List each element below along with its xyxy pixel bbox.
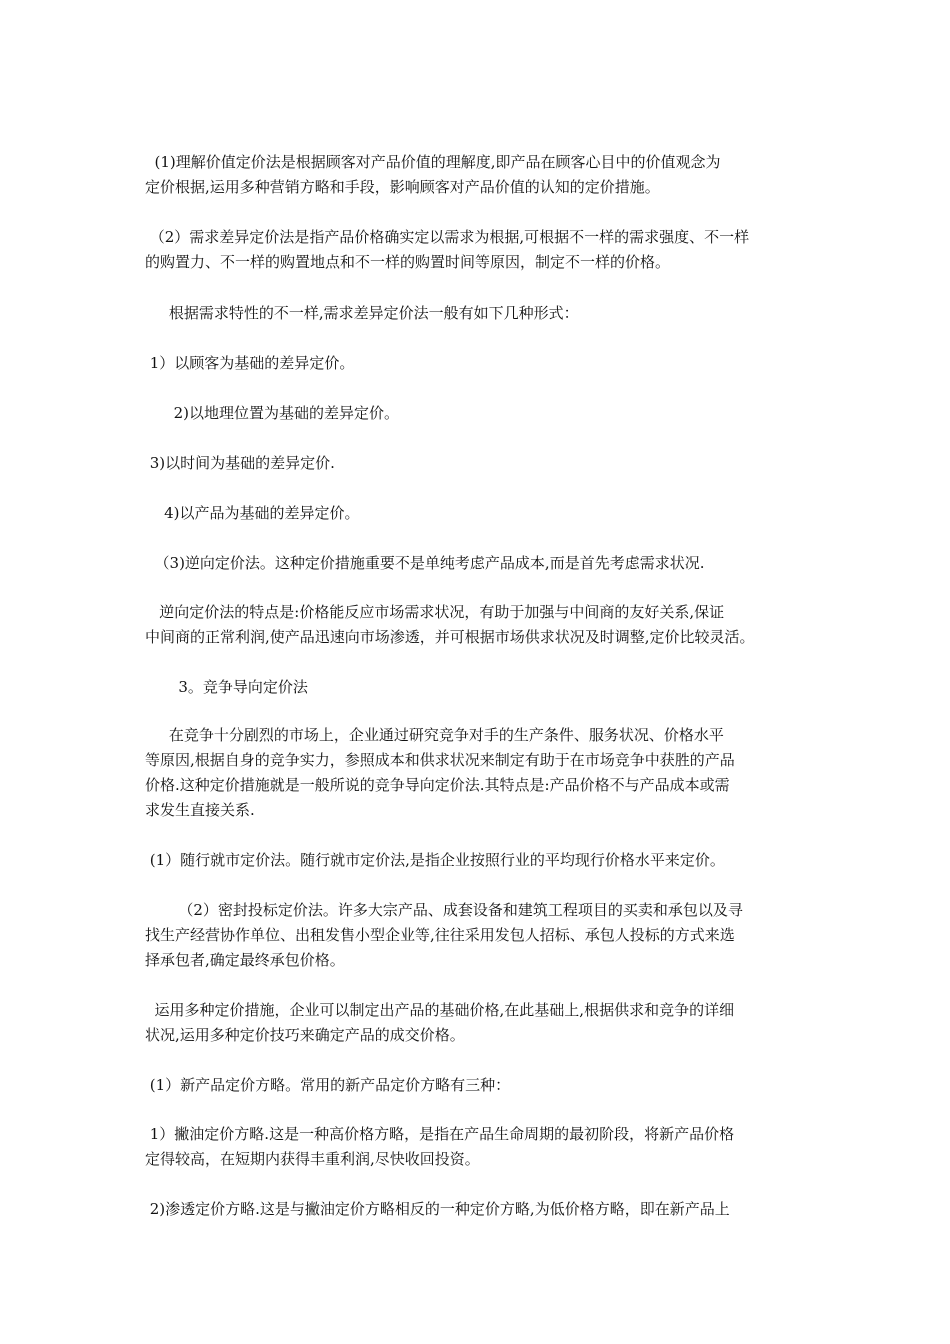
list-item-customer-based [145,351,815,376]
text-line: 2)渗透定价方略.这是与撇油定价方略相反的一种定价方略,为低价格方略，即在新产品上 [145,1200,730,1218]
paragraph-demand-differential-pricing [145,225,815,275]
text-line: （2）密封投标定价法。许多大宗产品、成套设备和建筑工程项目的买卖和承包以及寻 [145,901,743,919]
text-line: 运用多种定价措施，企业可以制定出产品的基础价格,在此基础上,根据供求和竞争的详细 [145,1001,735,1019]
paragraph-demand-forms-intro [145,301,815,326]
list-item-product-based [145,501,815,526]
text-line: 逆向定价法的特点是:价格能反应市场需求状况，有助于加强与中间商的友好关系,保证 [145,603,725,621]
text-line: 择承包者,确定最终承包价格。 [145,951,345,969]
text-line: （3)逆向定价法。这种定价措施重要不是单纯考虑产品成本,而是首先考虑需求状况. [145,554,705,572]
paragraph-skimming-strategy [145,1122,815,1172]
paragraph-competition-pricing [145,723,815,823]
section-heading-competition-pricing [145,675,815,700]
paragraph-sealed-bid-pricing [145,898,815,973]
paragraph-pricing-techniques [145,998,815,1048]
text-line: 找生产经营协作单位、出租发售小型企业等,往往采用发包人招标、承包人投标的方式来选 [145,926,735,944]
paragraph-going-rate-pricing [145,848,815,873]
paragraph-understanding-value-pricing [145,150,815,200]
text-line: 1）以顾客为基础的差异定价。 [145,354,355,372]
text-line: 在竞争十分剧烈的市场上，企业通过研究竞争对手的生产条件、服务状况、价格水平 [145,726,724,744]
list-item-location-based [145,401,815,426]
paragraph-penetration-strategy [145,1197,815,1222]
text-line: 根据需求特性的不一样,需求差异定价法一般有如下几种形式： [145,304,579,322]
text-line: 状况,运用多种定价技巧来确定产品的成交价格。 [145,1026,465,1044]
paragraph-reverse-pricing [145,551,815,576]
text-line: （2）需求差异定价法是指产品价格确实定以需求为根据,可根据不一样的需求强度、不一样 [145,228,750,246]
text-line: 等原因,根据自身的竞争实力，参照成本和供求状况来制定有助于在市场竞争中获胜的产品 [145,751,735,769]
text-line: 4)以产品为基础的差异定价。 [145,504,360,522]
list-item-time-based [145,451,815,476]
text-line: (1)理解价值定价法是根据顾客对产品价值的理解度,即产品在顾客心目中的价值观念为 [145,153,721,171]
text-line: 3)以时间为基础的差异定价. [145,454,335,472]
text-line: 定价根据,运用多种营销方略和手段，影响顾客对产品价值的认知的定价措施。 [145,178,660,196]
text-line: 2)以地理位置为基础的差异定价。 [145,404,400,422]
text-line: 求发生直接关系. [145,801,255,819]
text-line: (1）随行就市定价法。随行就市定价法,是指企业按照行业的平均现行价格水平来定价。 [145,851,725,869]
text-line: 定得较高，在短期内获得丰重利润,尽快收回投资。 [145,1150,480,1168]
paragraph-new-product-strategy [145,1073,815,1098]
text-line: 中间商的正常利润,使产品迅速向市场渗透，并可根据市场供求状况及时调整,定价比较灵活。 [145,628,755,646]
text-line: (1）新产品定价方略。常用的新产品定价方略有三种： [145,1076,511,1094]
paragraph-reverse-pricing-features [145,600,815,650]
text-line: 3。竞争导向定价法 [145,678,308,696]
text-line: 的购置力、不一样的购置地点和不一样的购置时间等原因，制定不一样的价格。 [145,253,671,271]
text-line: 1）撇油定价方略.这是一种高价格方略，是指在产品生命周期的最初阶段，将新产品价格 [145,1125,735,1143]
text-line: 价格.这种定价措施就是一般所说的竞争导向定价法.其特点是:产品价格不与产品成本或需 [145,776,730,794]
